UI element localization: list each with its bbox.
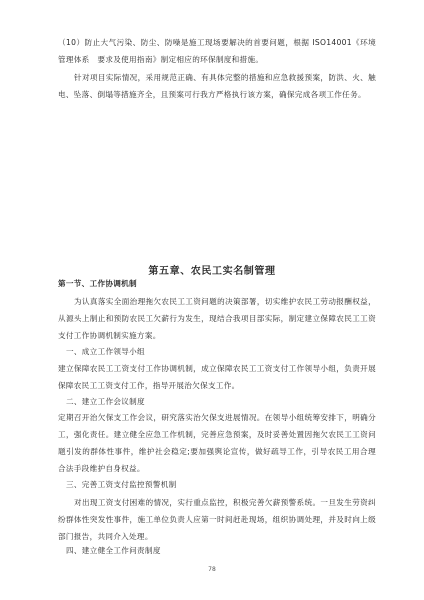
subheading-4: 四、建立健全工作问责制度 [66, 546, 161, 555]
subheading-1: 一、成立工作领导小组 [66, 347, 145, 356]
subheading-2-body: 定期召开治欠保支工作会议，研究落实治欠保支进展情况。在领导小组统筹安排下，明确分工，强化责任。建立健全应急工作机制，完善应急预案，及时妥善处置因拖欠农民工工资问题引发的群体性事件，维护社会稳定;要加强舆论宣传，做好疏导工作，引导农民工用合理合法手段维护自身权益。 [58, 413, 376, 473]
paragraph-emergency-plan: 针对项目实际情况，采用规范正确、有具体完整的措施和应急救援预案，防洪、火、触电、坠落、倒塌等措施齐全，且预案可行我方严格执行该方案，确保完成各项工作任务。 [58, 73, 376, 99]
subheading-3: 三、完善工资支付监控预警机制 [66, 480, 177, 489]
paragraph-10: （10）防止大气污染、防尘、防噪是施工现场要解决的首要问题，根据 ISO14001《环境管理体系 要求及使用指南》制定相应的环保制度和措施。 [58, 38, 376, 64]
page-number: 78 [208, 566, 216, 573]
chapter-title: 第五章、农民工实名制管理 [148, 266, 276, 277]
section-title: 第一节、工作协调机制 [58, 279, 137, 288]
intro-paragraph: 为认真落实全面治理拖欠农民工工资问题的决策部署，切实维护农民工劳动报酬权益，从源头上制止和预防农民工欠薪行为发生，现结合我项目部实际，制定建立保障农民工工资支付工作协调机制实施方案。 [58, 297, 376, 340]
subheading-1-body: 建立保障农民工工资支付工作协调机制，成立保障农民工工资支付工作领导小组，负责开展保障农民工工资支付工作，指导开展治欠保支工作。 [58, 364, 376, 390]
subheading-2: 二、建立工作会议制度 [66, 397, 145, 406]
subheading-3-body: 对出现工资支付困难的情况，实行重点监控，积极完善欠薪预警系统。一旦发生劳资纠纷群体性突发性事件，施工单位负责人应第一时间赶赴现场，组织协调处理，并及时向上级部门报告，共同介入处理。 [58, 498, 376, 541]
